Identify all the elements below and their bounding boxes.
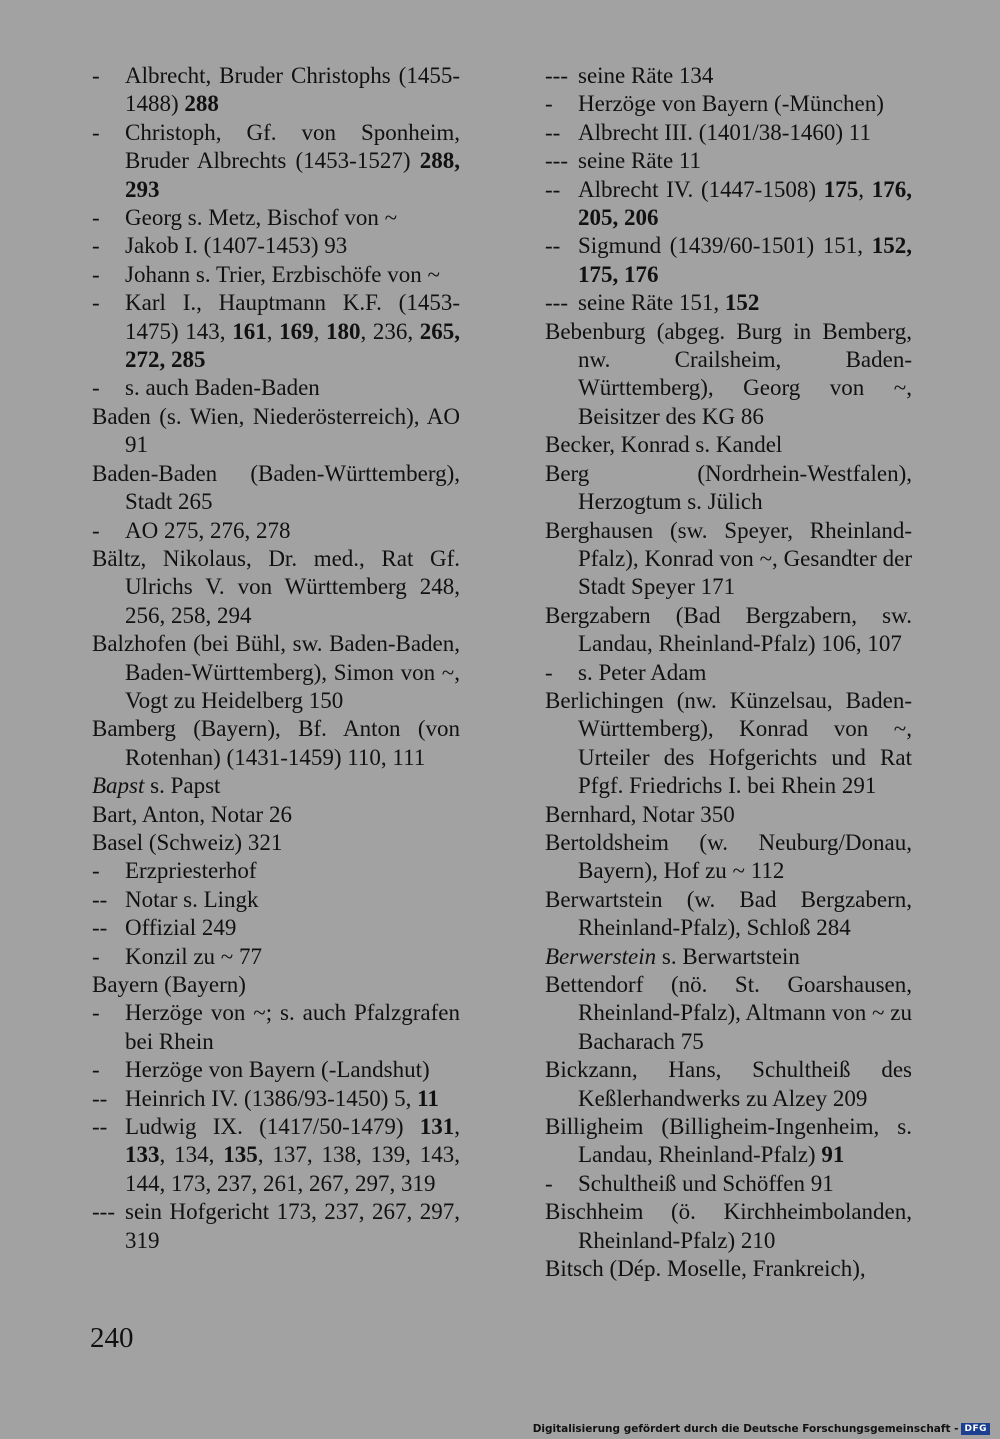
entry-text: Christoph, Gf. von Sponheim, Bruder Albrechts (1453-1527) xyxy=(125,119,460,174)
index-entry xyxy=(545,1198,912,1255)
index-subentry xyxy=(92,943,460,971)
entry-text: sein Hofgericht 173, 237, 267, 297, 319 xyxy=(125,1199,460,1253)
entry-text: Bayern (Bayern) xyxy=(92,972,246,997)
entry-text: Karl I., Hauptmann K.F. (1453-1475) 143, xyxy=(125,290,460,344)
level-dash: - xyxy=(92,119,100,145)
index-entry xyxy=(92,545,460,630)
entry-text: seine Räte 151, xyxy=(578,290,725,316)
entry-text: Becker, Konrad s. Kandel xyxy=(545,432,783,458)
page-ref-bold: 176, 205, 206 xyxy=(578,176,912,231)
index-subentry xyxy=(92,1113,460,1198)
entry-text: Herzöge von Bayern (-München) xyxy=(578,91,884,117)
entry-text: Bickzann, Hans, Schultheiß des Keßlerhandwerks zu Alzey 209 xyxy=(545,1057,912,1111)
level-dash: - xyxy=(92,63,100,88)
entry-text: Balzhofen (bei Bühl, sw. Baden-Baden, Baden-Württemberg), Simon von ~, Vogt zu Heidelberg 150 xyxy=(92,631,460,713)
index-entry xyxy=(92,772,460,800)
level-dash: - xyxy=(92,1057,100,1083)
entry-text: Notar s. Lingk xyxy=(125,886,259,912)
footer xyxy=(533,1423,990,1435)
level-dash: --- xyxy=(545,290,568,316)
entry-text: Herzöge von ~; s. auch Pfalzgrafen bei Rhein xyxy=(125,1000,460,1054)
entry-text: Berlichingen (nw. Künzelsau, Baden-Württemberg), Konrad von ~, Urteiler des Hofgerichts und Rat Pfgf. Friedrichs I. bei Rhein 291 xyxy=(545,687,912,799)
entry-text: Bitsch (Dép. Moselle, Frankreich), xyxy=(545,1256,866,1282)
entry-text: Baden-Baden (Baden-Württemberg), Stadt 265 xyxy=(92,460,460,515)
index-entry xyxy=(545,886,912,943)
level-dash: -- xyxy=(92,1085,108,1111)
entry-text: Berghausen (sw. Speyer, Rheinland-Pfalz), Konrad von ~, Gesandter der Stadt Speyer 171 xyxy=(545,517,912,600)
index-entry xyxy=(545,517,912,602)
index-subentry xyxy=(92,517,460,545)
entry-text: Sigmund (1439/60-1501) 151, xyxy=(578,233,872,259)
index-subentry xyxy=(92,886,460,914)
page-ref-bold: 161 xyxy=(232,318,267,344)
level-dash: - xyxy=(92,517,100,543)
page-ref-bold: 131 xyxy=(419,1114,455,1140)
index-subentry xyxy=(545,176,912,233)
level-dash: - xyxy=(92,233,100,259)
page-ref-bold: 180 xyxy=(325,318,361,344)
index-subentry xyxy=(92,857,460,885)
index-subentry xyxy=(545,1170,912,1198)
index-subentry xyxy=(92,1198,460,1255)
index-subentry xyxy=(545,90,912,118)
index-subentry xyxy=(545,119,912,147)
index-entry xyxy=(545,602,912,659)
entry-text: Albrecht, Bruder Christophs (1455-1488) xyxy=(125,63,460,117)
entry-text: Schultheiß und Schöffen 91 xyxy=(578,1170,834,1196)
index-subentry xyxy=(92,1085,460,1113)
index-entry xyxy=(92,403,460,460)
entry-text: , xyxy=(858,176,872,202)
index-entry xyxy=(545,943,912,971)
entry-text: , 134, xyxy=(159,1142,224,1168)
entry-text: Johann s. Trier, Erzbischöfe von ~ xyxy=(125,261,440,287)
index-column-right xyxy=(545,62,912,1283)
index-subentry xyxy=(545,659,912,687)
index-entry xyxy=(92,630,460,715)
italic-term: Bapst xyxy=(92,773,145,799)
index-column-left xyxy=(92,62,460,1255)
level-dash: - xyxy=(92,943,100,969)
footer-text: Digitalisierung gefördert durch die Deutsche Forschungsgemeinschaft - xyxy=(532,1423,959,1435)
index-subentry xyxy=(92,374,460,402)
entry-text: Offizial 249 xyxy=(125,915,237,941)
index-subentry xyxy=(92,204,460,232)
entry-text: Albrecht IV. (1447-1508) xyxy=(578,176,824,202)
index-subentry xyxy=(545,147,912,175)
index-entry xyxy=(545,971,912,1056)
entry-text: Ludwig IX. (1417/50-1479) xyxy=(125,1114,420,1140)
level-dash: - xyxy=(545,659,553,685)
entry-text: Konzil zu ~ 77 xyxy=(125,943,263,969)
index-subentry xyxy=(92,999,460,1056)
level-dash: -- xyxy=(92,915,108,941)
level-dash: - xyxy=(92,290,100,316)
level-dash: --- xyxy=(545,148,568,174)
index-subentry xyxy=(92,914,460,942)
level-dash: -- xyxy=(92,1114,108,1140)
entry-text: , xyxy=(313,318,326,344)
index-subentry xyxy=(545,232,912,289)
entry-text: s. Peter Adam xyxy=(578,659,707,685)
dfg-logo: DFG xyxy=(961,1423,990,1435)
page-ref-bold: 175 xyxy=(823,176,859,202)
entry-text: Bernhard, Notar 350 xyxy=(545,801,735,827)
index-entry xyxy=(545,829,912,886)
entry-text: Bertoldsheim (w. Neuburg/Donau, Bayern), Hof zu ~ 112 xyxy=(545,829,912,884)
index-subentry xyxy=(92,261,460,289)
entry-text: Berwartstein (w. Bad Bergzabern, Rheinland-Pfalz), Schloß 284 xyxy=(545,886,912,941)
page-ref-bold: 135 xyxy=(223,1142,258,1168)
entry-text: Bamberg (Bayern), Bf. Anton (von Rotenhan) (1431-1459) 110, 111 xyxy=(92,716,460,770)
index-subentry xyxy=(92,1056,460,1084)
entry-text: , 137, 138, 139, 143, 144, 173, 237, 261, 267, 297, 319 xyxy=(125,1142,460,1196)
level-dash: - xyxy=(92,1000,100,1026)
page-ref-bold: 91 xyxy=(821,1142,845,1168)
index-entry xyxy=(92,829,460,857)
entry-text: Albrecht III. (1401/38-1460) 11 xyxy=(578,119,871,145)
entry-text: Bergzabern (Bad Bergzabern, sw. Landau, Rheinland-Pfalz) 106, 107 xyxy=(545,602,912,657)
page-ref-bold: 152 xyxy=(724,290,760,316)
entry-text: s. auch Baden-Baden xyxy=(125,375,320,401)
index-entry xyxy=(92,971,460,999)
entry-text: Herzöge von Bayern (-Landshut) xyxy=(125,1057,430,1083)
entry-text: s. Papst xyxy=(144,773,221,799)
page-number: 240 xyxy=(90,1322,134,1354)
index-entry xyxy=(545,431,912,459)
entry-text: s. Berwartstein xyxy=(656,943,800,969)
level-dash: - xyxy=(92,261,100,287)
entry-text: Bart, Anton, Notar 26 xyxy=(92,801,292,827)
index-entry xyxy=(92,715,460,772)
entry-text: , xyxy=(454,1114,460,1140)
entry-text: Georg s. Metz, Bischof von ~ xyxy=(125,205,398,231)
entry-text: Jakob I. (1407-1453) 93 xyxy=(125,233,348,259)
page-ref-bold: 152, 175, 176 xyxy=(578,233,912,287)
page-ref-bold: 288 xyxy=(184,91,219,117)
level-dash: --- xyxy=(92,1199,115,1225)
level-dash: - xyxy=(545,91,553,117)
index-subentry xyxy=(92,289,460,374)
entry-text: Bebenburg (abgeg. Burg in Bemberg, nw. Crailsheim, Baden-Württemberg), Georg von ~, Beisitzer des KG 86 xyxy=(545,318,912,429)
entry-text: seine Räte 134 xyxy=(578,63,714,88)
entry-text: Baden (s. Wien, Niederösterreich), AO 91 xyxy=(92,403,460,458)
entry-text: Basel (Schweiz) 321 xyxy=(92,829,283,855)
entry-text: , 236, xyxy=(360,318,420,344)
italic-term: Berwerstein xyxy=(545,943,657,969)
index-entry xyxy=(92,460,460,517)
level-dash: - xyxy=(92,858,100,884)
index-subentry xyxy=(92,62,460,119)
index-subentry xyxy=(92,119,460,204)
entry-text: Heinrich IV. (1386/93-1450) 5, xyxy=(125,1085,418,1111)
entry-text: , xyxy=(266,318,280,344)
level-dash: -- xyxy=(545,233,561,259)
level-dash: -- xyxy=(92,886,108,912)
entry-text: Bettendorf (nö. St. Goarshausen, Rheinland-Pfalz), Altmann von ~ zu Bacharach 75 xyxy=(545,972,912,1054)
page-ref-bold: 133 xyxy=(125,1142,160,1168)
index-entry xyxy=(92,801,460,829)
level-dash: -- xyxy=(545,119,561,145)
page-ref-bold: 11 xyxy=(417,1085,439,1111)
entry-text: Erzpriesterhof xyxy=(125,858,257,884)
level-dash: - xyxy=(92,205,100,231)
index-entry xyxy=(545,801,912,829)
entry-text: Bältz, Nikolaus, Dr. med., Rat Gf. Ulrichs V. von Württemberg 248, 256, 258, 294 xyxy=(92,545,460,628)
entry-text: Bischheim (ö. Kirchheimbolanden, Rheinland-Pfalz) 210 xyxy=(545,1199,912,1253)
entry-text: AO 275, 276, 278 xyxy=(125,517,291,543)
index-subentry xyxy=(92,232,460,260)
index-entry xyxy=(545,1056,912,1113)
entry-text: Berg (Nordrhein-Westfalen), Herzogtum s. Jülich xyxy=(545,460,912,515)
level-dash: --- xyxy=(545,63,568,88)
level-dash: - xyxy=(92,375,100,401)
index-subentry xyxy=(545,62,912,90)
index-entry xyxy=(545,318,912,432)
index-entry xyxy=(545,460,912,517)
index-subentry xyxy=(545,289,912,317)
page-ref-bold: 169 xyxy=(279,318,314,344)
page-ref-bold: 288, 293 xyxy=(125,148,460,202)
level-dash: -- xyxy=(545,176,561,202)
index-entry xyxy=(545,1113,912,1170)
entry-text: Billigheim (Billigheim-Ingenheim, s. Landau, Rheinland-Pfalz) xyxy=(545,1114,912,1168)
level-dash: - xyxy=(545,1170,553,1196)
index-entry xyxy=(545,687,912,801)
entry-text: seine Räte 11 xyxy=(578,148,702,174)
page-ref-bold: 265, 272, 285 xyxy=(125,318,460,373)
index-entry xyxy=(545,1255,912,1283)
